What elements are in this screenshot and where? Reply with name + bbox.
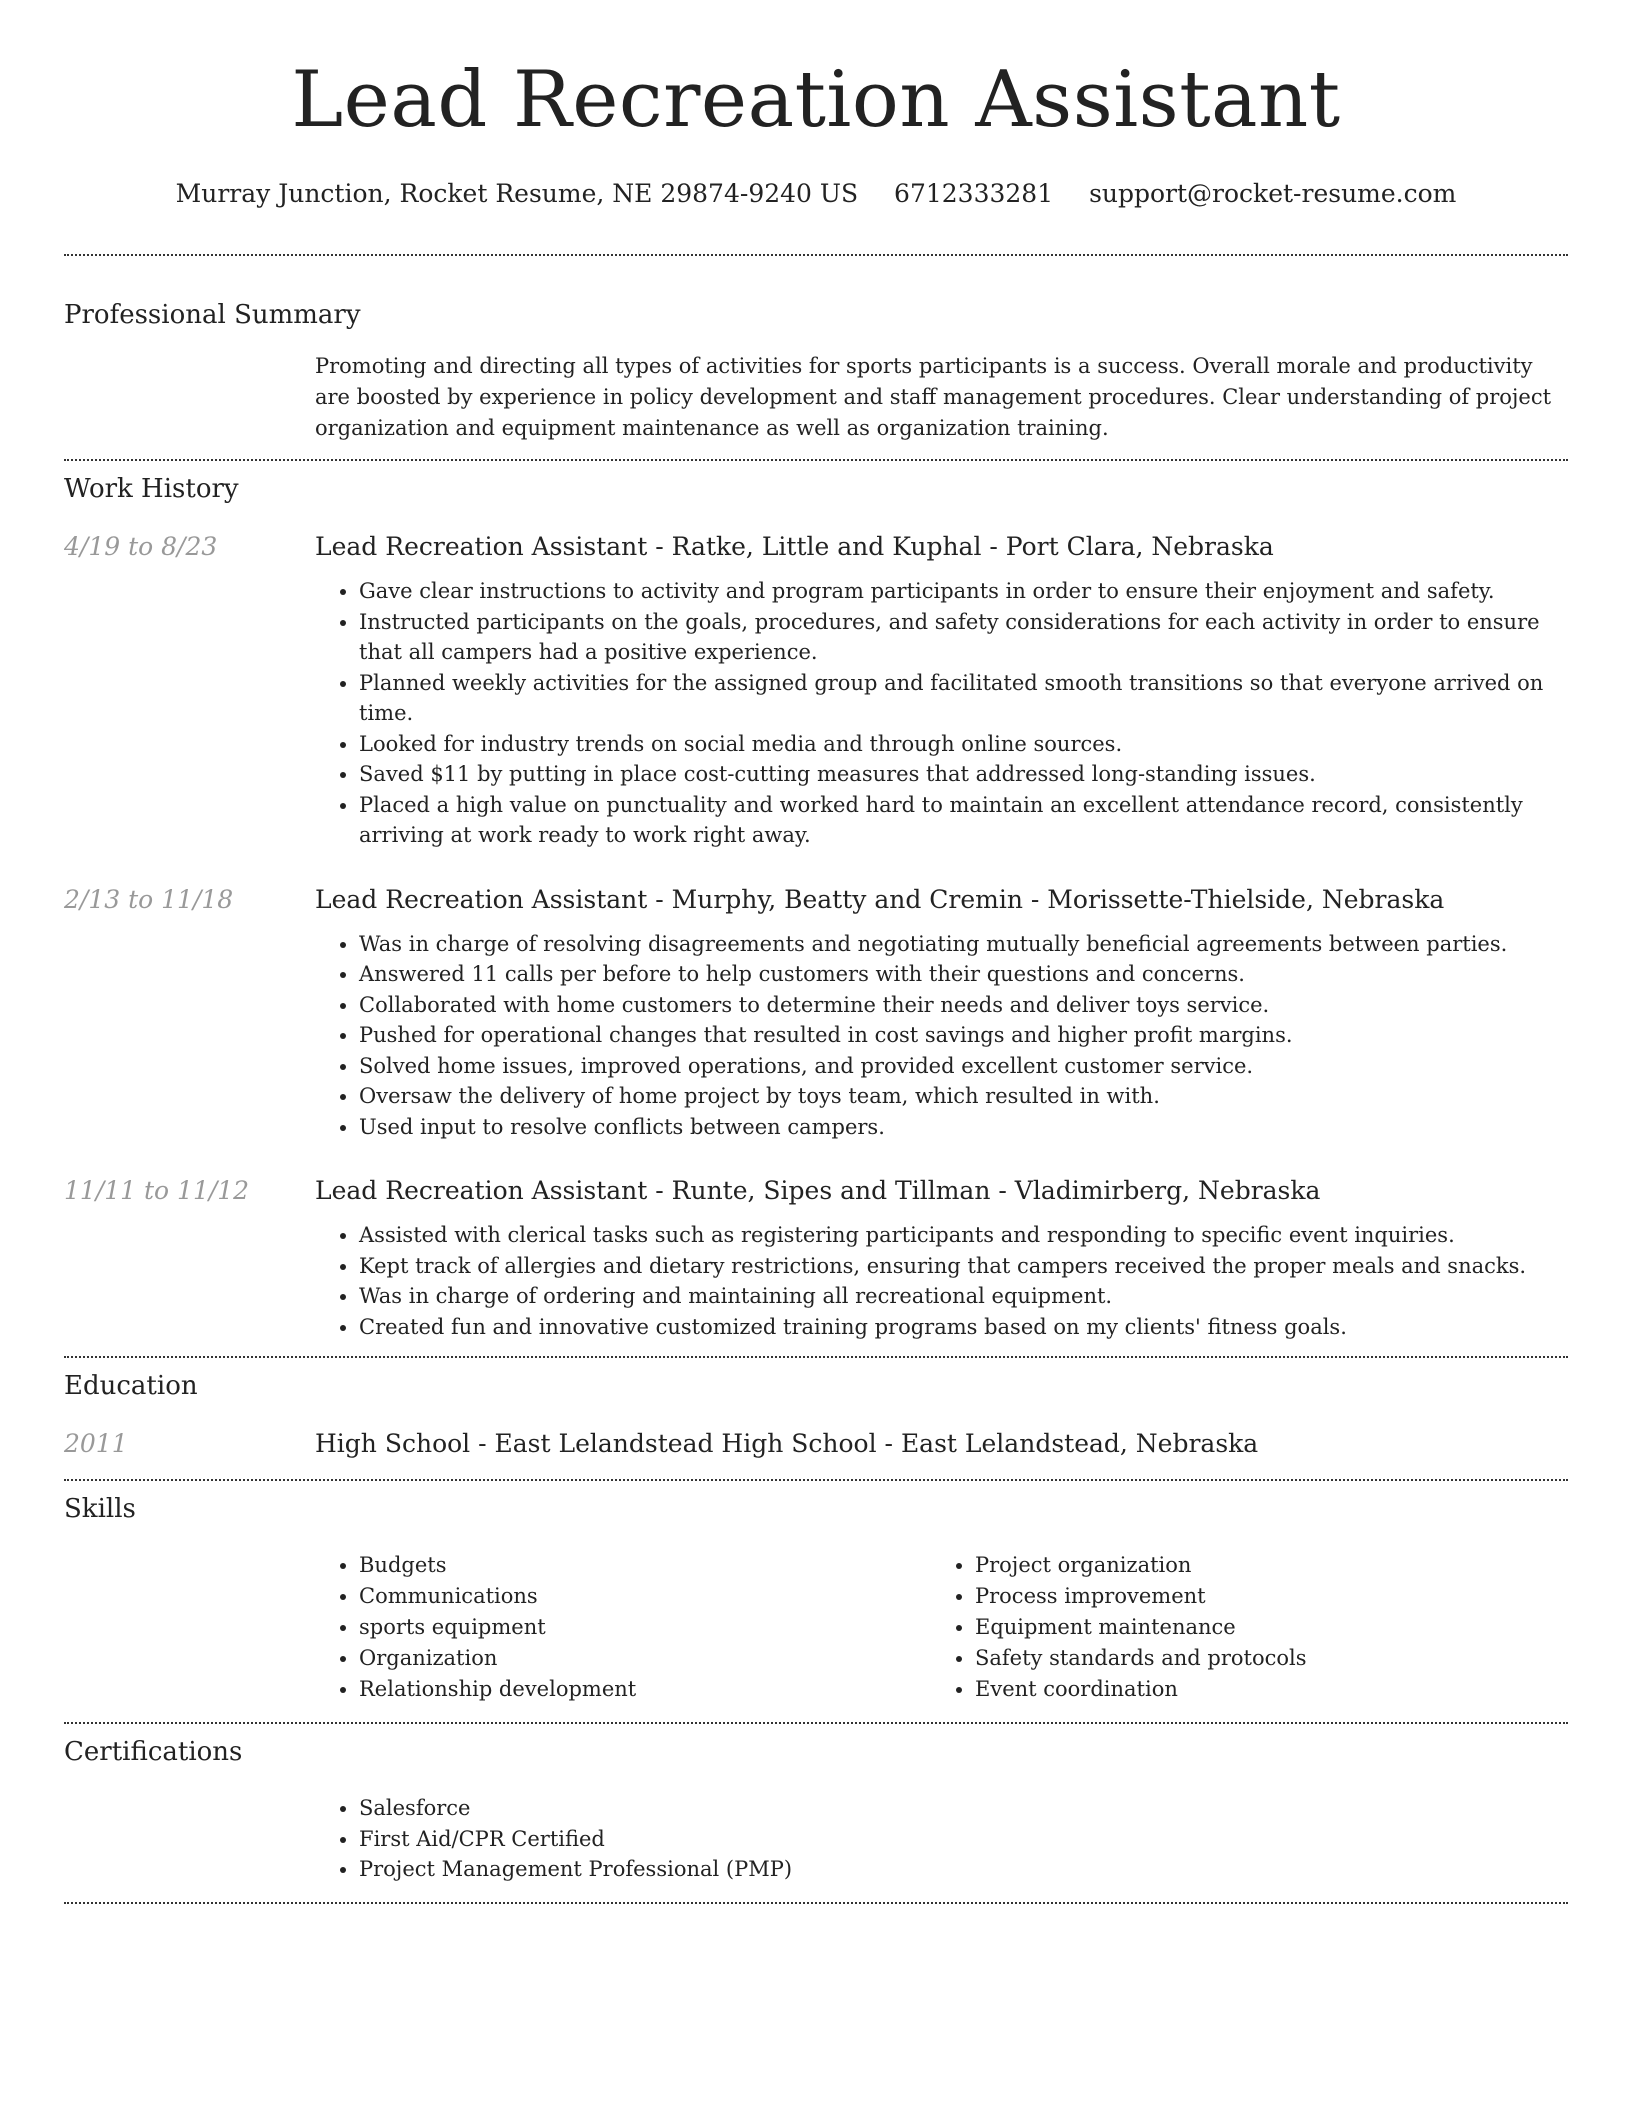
list-item: • Gave clear instructions to activity and program participants in order to ensure their enjoyment and safety. [359, 576, 1568, 607]
list-item: • Oversaw the delivery of home project by toys team, which resulted in with. [359, 1081, 1568, 1112]
education-heading: High School - East Lelandstead High School - East Lelandstead, Nebraska [315, 1429, 1259, 1458]
list-item: • Equipment maintenance [975, 1612, 1547, 1643]
job-body [315, 530, 1568, 851]
certifications-row [64, 1793, 1568, 1885]
summary-text: Promoting and directing all types of activities for sports participants is a success. Overall morale and productivity are boosted by experience in policy development and staff management procedures. Clear understanding of project organization and equipment maintenance as well as organization training. [315, 354, 1552, 440]
contact-address: Murray Junction, Rocket Resume, NE 29874-9240 US [175, 179, 859, 208]
job-entry [64, 530, 1568, 851]
contact-phone: 6712333281 [894, 179, 1054, 208]
list-item: • Budgets [359, 1550, 931, 1581]
list-item: • Placed a high value on punctuality and worked hard to maintain an excellent attendance record, consistently arriving at work ready to work right away. [359, 790, 1568, 851]
job-heading: Lead Recreation Assistant - Runte, Sipes and Tillman - Vladimirberg, Nebraska [315, 1176, 1321, 1205]
job-heading: Lead Recreation Assistant - Murphy, Beatty and Cremin - Morissette-Thielside, Nebraska [315, 884, 1445, 914]
section-divider [64, 1356, 1568, 1358]
certifications-body [315, 1793, 1568, 1885]
job-heading: Lead Recreation Assistant - Ratke, Little and Kuphal - Port Clara, Nebraska [315, 532, 1274, 561]
education-body [315, 1427, 1568, 1461]
contact-email: support@rocket-resume.com [1089, 179, 1457, 208]
job-dates: 4/19 to 8/23 [64, 532, 218, 561]
job-bullets [315, 576, 1568, 851]
list-item: • Looked for industry trends on social media and through online sources. [359, 729, 1568, 760]
summary-section-title: Professional Summary [64, 300, 361, 330]
list-item: • Saved $11 by putting in place cost-cutting measures that addressed long-standing issues. [359, 759, 1568, 790]
list-item: • Used input to resolve conflicts between campers. [359, 1112, 1568, 1143]
section-divider [64, 1479, 1568, 1481]
list-item: • Assisted with clerical tasks such as registering participants and responding to specific event inquiries. [359, 1220, 1568, 1251]
list-item: • Solved home issues, improved operations, and provided excellent customer service. [359, 1051, 1568, 1082]
skills-section-title: Skills [64, 1494, 136, 1524]
list-item: • Instructed participants on the goals, procedures, and safety considerations for each activity in order to ensure that all campers had a positive experience. [359, 607, 1568, 668]
list-item: • First Aid/CPR Certified [359, 1824, 1568, 1855]
work-section-title: Work History [64, 474, 239, 504]
certifications-section-title: Certifications [64, 1737, 243, 1767]
education-section-title: Education [64, 1371, 198, 1401]
list-item: • Project organization [975, 1550, 1547, 1581]
job-entry [64, 1174, 1568, 1342]
list-item: • Kept track of allergies and dietary restrictions, ensuring that campers received the proper meals and snacks. [359, 1251, 1568, 1282]
section-divider [64, 254, 1568, 256]
skills-list-left [315, 1550, 931, 1705]
job-bullets [315, 929, 1568, 1143]
certifications-list [315, 1793, 1568, 1885]
job-body [315, 1174, 1568, 1342]
contact-line [64, 178, 1568, 210]
skills-row [64, 1550, 1568, 1705]
list-item: • Created fun and innovative customized training programs based on my clients' fitness goals. [359, 1312, 1568, 1343]
list-item: • Was in charge of resolving disagreements and negotiating mutually beneficial agreements between parties. [359, 929, 1568, 960]
list-item: • Answered 11 calls per before to help customers with their questions and concerns. [359, 959, 1568, 990]
list-item: • Organization [359, 1643, 931, 1674]
list-item: • Collaborated with home customers to determine their needs and deliver toys service. [359, 990, 1568, 1021]
list-item: • Event coordination [975, 1674, 1547, 1705]
skills-columns [315, 1550, 1568, 1705]
list-item: • Planned weekly activities for the assigned group and facilitated smooth transitions so that everyone arrived on time. [359, 668, 1568, 729]
summary-body [315, 351, 1568, 444]
section-divider [64, 1722, 1568, 1724]
list-item: • Salesforce [359, 1793, 1568, 1824]
list-item: • Communications [359, 1581, 931, 1612]
skills-list-right [931, 1550, 1547, 1705]
resume-name: Lead Recreation Assistant [291, 55, 1341, 145]
list-item: • Was in charge of ordering and maintaining all recreational equipment. [359, 1281, 1568, 1312]
job-bullets [315, 1220, 1568, 1342]
job-dates: 11/11 to 11/12 [64, 1176, 250, 1205]
education-year: 2011 [64, 1429, 128, 1458]
job-dates: 2/13 to 11/18 [64, 884, 234, 914]
summary-row [64, 351, 1568, 444]
list-item: • Project Management Professional (PMP) [359, 1854, 1568, 1885]
job-entry [64, 883, 1568, 1143]
list-item: • Pushed for operational changes that resulted in cost savings and higher profit margins. [359, 1020, 1568, 1051]
job-body [315, 883, 1568, 1143]
section-divider [64, 1902, 1568, 1904]
list-item: • Safety standards and protocols [975, 1643, 1547, 1674]
section-divider [64, 459, 1568, 461]
list-item: • Relationship development [359, 1674, 931, 1705]
education-entry [64, 1427, 1568, 1461]
list-item: • Process improvement [975, 1581, 1547, 1612]
list-item: • sports equipment [359, 1612, 931, 1643]
